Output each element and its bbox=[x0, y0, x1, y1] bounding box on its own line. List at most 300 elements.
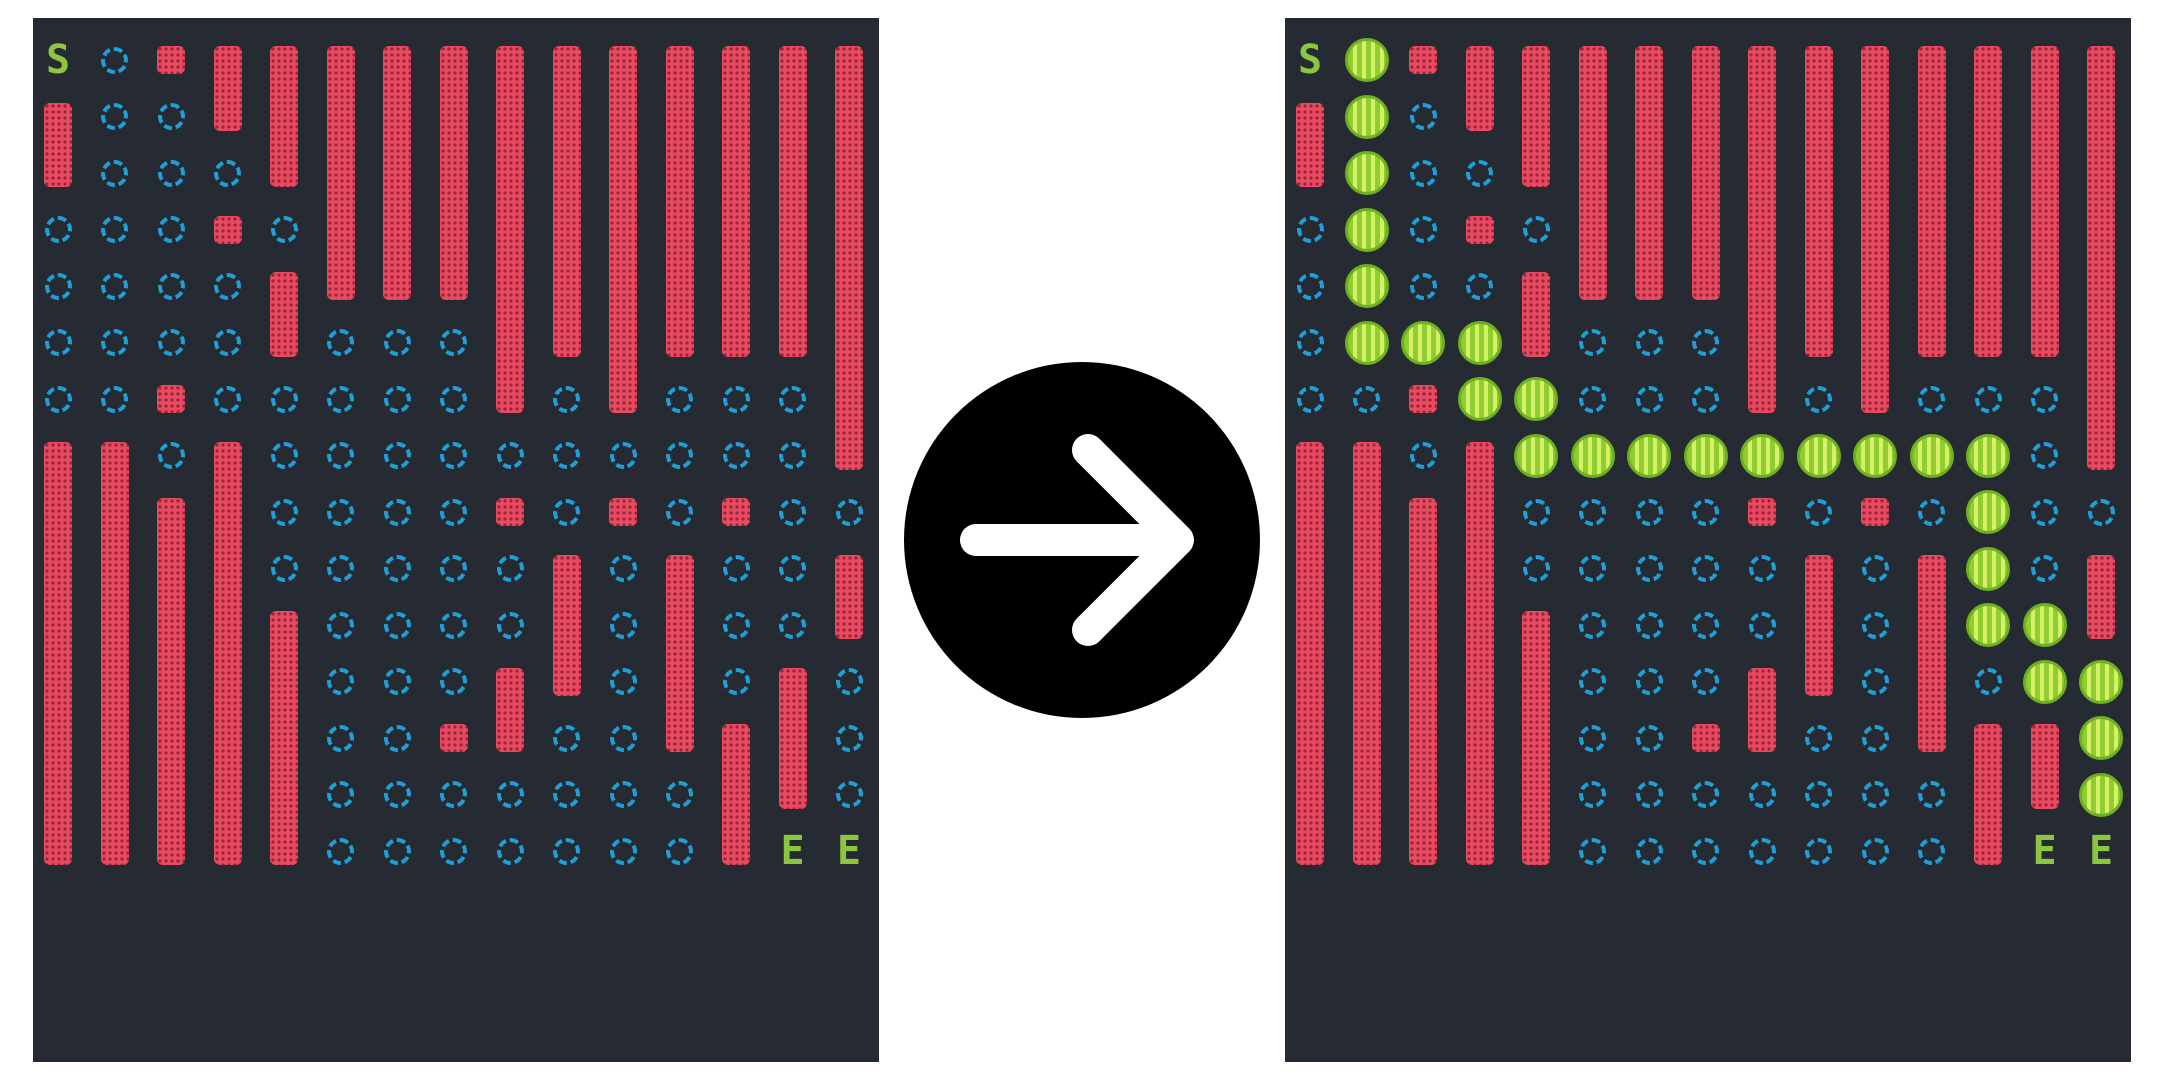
arrow-right-circle-icon bbox=[904, 362, 1260, 718]
open-cell-dot bbox=[1523, 499, 1550, 526]
open-cell-dot bbox=[327, 555, 354, 582]
open-cell-dot bbox=[553, 499, 580, 526]
maze-wall bbox=[666, 555, 694, 753]
open-cell-dot bbox=[1523, 555, 1550, 582]
open-cell-dot bbox=[497, 555, 524, 582]
maze-cell bbox=[599, 432, 647, 480]
start-marker: S bbox=[1297, 37, 1323, 83]
open-cell-dot bbox=[723, 442, 750, 469]
open-cell-dot bbox=[1636, 555, 1663, 582]
open-cell-dot bbox=[779, 612, 806, 639]
maze-wall bbox=[1466, 216, 1494, 244]
solution-path-dot bbox=[1514, 377, 1558, 421]
maze-cell bbox=[599, 714, 647, 762]
open-cell-dot bbox=[45, 386, 72, 413]
maze-cell bbox=[373, 432, 421, 480]
open-cell-dot bbox=[553, 725, 580, 752]
maze-cell bbox=[599, 601, 647, 649]
solution-path-dot bbox=[1458, 377, 1502, 421]
open-cell-dot bbox=[158, 216, 185, 243]
solution-path-dot bbox=[1966, 490, 2010, 534]
maze-cell bbox=[91, 93, 139, 141]
open-cell-dot bbox=[1410, 273, 1437, 300]
solution-path-dot bbox=[2023, 603, 2067, 647]
open-cell-dot bbox=[2031, 555, 2058, 582]
maze-wall bbox=[1409, 498, 1437, 865]
maze-cell bbox=[204, 319, 252, 367]
solution-path-dot bbox=[1966, 434, 2010, 478]
maze-cell bbox=[1795, 771, 1843, 819]
maze-wall bbox=[1918, 46, 1946, 357]
solution-path-dot bbox=[2079, 716, 2123, 760]
maze-cell bbox=[486, 771, 534, 819]
open-cell-dot bbox=[1862, 781, 1889, 808]
maze-cell bbox=[1399, 432, 1447, 480]
maze-wall bbox=[214, 216, 242, 244]
maze-cell bbox=[317, 827, 365, 875]
maze-wall bbox=[44, 103, 72, 188]
maze-cell bbox=[1964, 545, 2012, 593]
maze-cell bbox=[1738, 601, 1786, 649]
maze-cell bbox=[2077, 658, 2125, 706]
maze-cell bbox=[1625, 658, 1673, 706]
maze-wall bbox=[440, 46, 468, 300]
maze-wall bbox=[157, 46, 185, 74]
maze-cell bbox=[543, 375, 591, 423]
open-cell-dot bbox=[1297, 386, 1324, 413]
open-cell-dot bbox=[271, 386, 298, 413]
maze-cell bbox=[1399, 262, 1447, 310]
open-cell-dot bbox=[497, 838, 524, 865]
solution-path-dot bbox=[1514, 434, 1558, 478]
maze-cell bbox=[1795, 432, 1843, 480]
maze-cell bbox=[1399, 149, 1447, 197]
maze-cell bbox=[260, 432, 308, 480]
maze-cell bbox=[1625, 319, 1673, 367]
maze-wall bbox=[1748, 498, 1776, 526]
maze-cell bbox=[1851, 658, 1899, 706]
maze-wall bbox=[1748, 46, 1776, 413]
maze-cell bbox=[1399, 319, 1447, 367]
open-cell-dot bbox=[1410, 103, 1437, 130]
open-cell-dot bbox=[101, 329, 128, 356]
end-marker: E bbox=[836, 828, 862, 874]
maze-cell bbox=[204, 262, 252, 310]
maze-cell bbox=[260, 206, 308, 254]
maze-cell bbox=[769, 601, 817, 649]
maze-cell bbox=[1964, 375, 2012, 423]
maze-cell bbox=[147, 206, 195, 254]
maze-cell bbox=[1738, 771, 1786, 819]
open-cell-dot bbox=[101, 273, 128, 300]
maze-cell bbox=[1512, 375, 1560, 423]
open-cell-dot bbox=[723, 612, 750, 639]
open-cell-dot bbox=[1297, 273, 1324, 300]
maze-cell bbox=[260, 488, 308, 536]
maze-cell bbox=[91, 375, 139, 423]
maze-wall bbox=[1409, 46, 1437, 74]
open-cell-dot bbox=[45, 273, 72, 300]
maze-wall bbox=[44, 442, 72, 866]
maze-cell bbox=[1964, 488, 2012, 536]
open-cell-dot bbox=[1410, 216, 1437, 243]
maze-cell bbox=[34, 206, 82, 254]
maze-cell bbox=[1625, 545, 1673, 593]
maze-cell bbox=[825, 658, 873, 706]
open-cell-dot bbox=[440, 386, 467, 413]
maze-cell bbox=[1682, 545, 1730, 593]
maze-wall bbox=[101, 442, 129, 866]
maze-cell bbox=[1343, 319, 1391, 367]
maze-cell bbox=[656, 488, 704, 536]
open-cell-dot bbox=[101, 216, 128, 243]
solution-path-dot bbox=[1345, 95, 1389, 139]
maze-wall bbox=[722, 46, 750, 357]
maze-cell bbox=[2077, 488, 2125, 536]
solution-path-dot bbox=[2079, 773, 2123, 817]
maze-wall bbox=[270, 46, 298, 187]
maze-cell bbox=[317, 488, 365, 536]
open-cell-dot bbox=[214, 160, 241, 187]
maze-wall bbox=[214, 46, 242, 131]
maze-cell bbox=[204, 375, 252, 423]
maze-cell bbox=[1343, 149, 1391, 197]
end-marker: E bbox=[2032, 828, 2057, 874]
open-cell-dot bbox=[779, 499, 806, 526]
maze-cell bbox=[825, 714, 873, 762]
maze-cell bbox=[1682, 601, 1730, 649]
maze-wall bbox=[1805, 46, 1833, 357]
maze-cell bbox=[430, 488, 478, 536]
open-cell-dot bbox=[1692, 838, 1719, 865]
open-cell-dot bbox=[1579, 838, 1606, 865]
maze-cell bbox=[1738, 545, 1786, 593]
solution-path-dot bbox=[1345, 38, 1389, 82]
maze-cell bbox=[317, 771, 365, 819]
open-cell-dot bbox=[1975, 386, 2002, 413]
maze-cell bbox=[2021, 375, 2069, 423]
maze-wall bbox=[1748, 668, 1776, 753]
open-cell-dot bbox=[723, 668, 750, 695]
maze-cell bbox=[2021, 432, 2069, 480]
maze-cell bbox=[1908, 827, 1956, 875]
maze-cell bbox=[317, 601, 365, 649]
maze-cell bbox=[1569, 432, 1617, 480]
open-cell-dot bbox=[1579, 725, 1606, 752]
open-cell-dot bbox=[271, 442, 298, 469]
maze-cell bbox=[373, 319, 421, 367]
open-cell-dot bbox=[45, 216, 72, 243]
maze-cell bbox=[1399, 206, 1447, 254]
open-cell-dot bbox=[1636, 838, 1663, 865]
maze-cell bbox=[1625, 488, 1673, 536]
maze-wall bbox=[1296, 103, 1324, 188]
open-cell-dot bbox=[553, 442, 580, 469]
maze-cell bbox=[712, 601, 760, 649]
maze-cell bbox=[260, 375, 308, 423]
open-cell-dot bbox=[497, 781, 524, 808]
maze-cell bbox=[1851, 545, 1899, 593]
maze-cell bbox=[1343, 36, 1391, 84]
maze-cell bbox=[317, 545, 365, 593]
maze-cell bbox=[373, 601, 421, 649]
maze-cell bbox=[1682, 658, 1730, 706]
start-marker: S bbox=[45, 37, 71, 83]
open-cell-dot bbox=[327, 725, 354, 752]
open-cell-dot bbox=[440, 668, 467, 695]
maze-cell bbox=[317, 432, 365, 480]
maze-cell bbox=[373, 771, 421, 819]
open-cell-dot bbox=[779, 386, 806, 413]
open-cell-dot bbox=[1918, 781, 1945, 808]
maze-cell bbox=[430, 771, 478, 819]
maze-cell bbox=[1964, 432, 2012, 480]
solution-path-dot bbox=[1345, 208, 1389, 252]
maze-wall bbox=[1579, 46, 1607, 300]
open-cell-dot bbox=[158, 329, 185, 356]
open-cell-dot bbox=[327, 838, 354, 865]
open-cell-dot bbox=[440, 612, 467, 639]
maze-cell bbox=[2021, 658, 2069, 706]
open-cell-dot bbox=[327, 612, 354, 639]
maze-wall bbox=[779, 46, 807, 357]
open-cell-dot bbox=[1636, 781, 1663, 808]
maze-cell bbox=[1908, 375, 1956, 423]
maze-cell bbox=[656, 771, 704, 819]
maze-cell bbox=[1399, 93, 1447, 141]
open-cell-dot bbox=[384, 725, 411, 752]
open-cell-dot bbox=[610, 781, 637, 808]
maze-wall bbox=[1692, 724, 1720, 752]
maze-cell bbox=[1569, 827, 1617, 875]
maze-cell bbox=[34, 375, 82, 423]
maze-wall bbox=[609, 46, 637, 413]
maze-cell bbox=[1851, 432, 1899, 480]
open-cell-dot bbox=[1862, 725, 1889, 752]
maze-cell bbox=[599, 827, 647, 875]
solution-path-dot bbox=[1627, 434, 1671, 478]
open-cell-dot bbox=[384, 329, 411, 356]
maze-cell bbox=[430, 432, 478, 480]
open-cell-dot bbox=[101, 103, 128, 130]
maze-cell bbox=[1795, 714, 1843, 762]
maze-cell bbox=[1512, 488, 1560, 536]
open-cell-dot bbox=[553, 838, 580, 865]
maze-cell bbox=[147, 149, 195, 197]
maze-cell bbox=[486, 601, 534, 649]
maze-cell bbox=[1795, 488, 1843, 536]
open-cell-dot bbox=[1692, 612, 1719, 639]
maze-cell bbox=[825, 488, 873, 536]
maze-cell bbox=[1625, 375, 1673, 423]
maze-cell bbox=[373, 488, 421, 536]
open-cell-dot bbox=[1692, 668, 1719, 695]
open-cell-dot bbox=[497, 442, 524, 469]
open-cell-dot bbox=[440, 838, 467, 865]
maze-cell bbox=[2021, 601, 2069, 649]
maze-wall bbox=[722, 724, 750, 865]
maze-wall bbox=[1918, 555, 1946, 753]
maze-cell bbox=[1569, 488, 1617, 536]
solution-path-dot bbox=[1571, 434, 1615, 478]
maze-cell bbox=[1682, 771, 1730, 819]
end-marker: E bbox=[780, 828, 805, 874]
maze-cell bbox=[91, 206, 139, 254]
open-cell-dot bbox=[1749, 612, 1776, 639]
open-cell-dot bbox=[384, 668, 411, 695]
maze-wall bbox=[2031, 724, 2059, 809]
open-cell-dot bbox=[1692, 499, 1719, 526]
open-cell-dot bbox=[214, 273, 241, 300]
open-cell-dot bbox=[1579, 499, 1606, 526]
open-cell-dot bbox=[327, 386, 354, 413]
open-cell-dot bbox=[101, 47, 128, 74]
open-cell-dot bbox=[214, 386, 241, 413]
open-cell-dot bbox=[2088, 499, 2115, 526]
open-cell-dot bbox=[723, 386, 750, 413]
open-cell-dot bbox=[1692, 329, 1719, 356]
maze-wall bbox=[214, 442, 242, 866]
maze-cell bbox=[825, 771, 873, 819]
maze-cell bbox=[1512, 432, 1560, 480]
solution-path-dot bbox=[1345, 264, 1389, 308]
solution-path-dot bbox=[1797, 434, 1841, 478]
maze-cell bbox=[1456, 375, 1504, 423]
open-cell-dot bbox=[1918, 838, 1945, 865]
open-cell-dot bbox=[1749, 838, 1776, 865]
maze-cell bbox=[543, 488, 591, 536]
maze-wall bbox=[496, 668, 524, 753]
open-cell-dot bbox=[158, 273, 185, 300]
maze-wall bbox=[1692, 46, 1720, 300]
maze-cell bbox=[1625, 432, 1673, 480]
solution-path-dot bbox=[1966, 547, 2010, 591]
open-cell-dot bbox=[45, 329, 72, 356]
maze-wall bbox=[496, 46, 524, 413]
open-cell-dot bbox=[384, 386, 411, 413]
maze-cell bbox=[1286, 206, 1334, 254]
maze-cell bbox=[204, 149, 252, 197]
maze-wall bbox=[1409, 385, 1437, 413]
maze-cell bbox=[1851, 771, 1899, 819]
maze-cell bbox=[1512, 545, 1560, 593]
maze-cell bbox=[430, 827, 478, 875]
maze-cell bbox=[543, 432, 591, 480]
maze-cell bbox=[430, 601, 478, 649]
open-cell-dot bbox=[327, 781, 354, 808]
maze-cell bbox=[1625, 771, 1673, 819]
open-cell-dot bbox=[327, 442, 354, 469]
open-cell-dot bbox=[384, 612, 411, 639]
open-cell-dot bbox=[666, 386, 693, 413]
open-cell-dot bbox=[440, 329, 467, 356]
open-cell-dot bbox=[101, 160, 128, 187]
maze-wall bbox=[553, 46, 581, 357]
maze-wall bbox=[835, 555, 863, 640]
open-cell-dot bbox=[158, 442, 185, 469]
maze-cell bbox=[1964, 658, 2012, 706]
open-cell-dot bbox=[327, 499, 354, 526]
open-cell-dot bbox=[1579, 781, 1606, 808]
open-cell-dot bbox=[1579, 555, 1606, 582]
maze-wall bbox=[1522, 272, 1550, 357]
open-cell-dot bbox=[666, 781, 693, 808]
maze-cell bbox=[1795, 375, 1843, 423]
maze-wall bbox=[1635, 46, 1663, 300]
maze-wall bbox=[383, 46, 411, 300]
maze-cell bbox=[769, 375, 817, 423]
maze-cell bbox=[1625, 714, 1673, 762]
maze-cell bbox=[147, 432, 195, 480]
maze-cell bbox=[147, 262, 195, 310]
open-cell-dot bbox=[553, 386, 580, 413]
open-cell-dot bbox=[666, 838, 693, 865]
open-cell-dot bbox=[1805, 781, 1832, 808]
open-cell-dot bbox=[1805, 386, 1832, 413]
open-cell-dot bbox=[1749, 555, 1776, 582]
maze-wall bbox=[609, 498, 637, 526]
open-cell-dot bbox=[836, 668, 863, 695]
maze-cell bbox=[373, 714, 421, 762]
maze-cell bbox=[2077, 771, 2125, 819]
maze-cell bbox=[1569, 771, 1617, 819]
maze-cell bbox=[543, 771, 591, 819]
open-cell-dot bbox=[1579, 386, 1606, 413]
solution-path-dot bbox=[1910, 434, 1954, 478]
maze-cell bbox=[1343, 206, 1391, 254]
open-cell-dot bbox=[1579, 612, 1606, 639]
open-cell-dot bbox=[553, 781, 580, 808]
maze-cell bbox=[656, 375, 704, 423]
open-cell-dot bbox=[1805, 499, 1832, 526]
maze-wall bbox=[722, 498, 750, 526]
maze-cell bbox=[656, 432, 704, 480]
maze-cell bbox=[430, 375, 478, 423]
maze-wall bbox=[1466, 442, 1494, 866]
solution-path-dot bbox=[2023, 660, 2067, 704]
maze-wall bbox=[835, 46, 863, 470]
maze-cell bbox=[1851, 601, 1899, 649]
maze-cell bbox=[147, 93, 195, 141]
open-cell-dot bbox=[666, 499, 693, 526]
maze-cell bbox=[1851, 827, 1899, 875]
maze-cell bbox=[91, 319, 139, 367]
maze-cell bbox=[1512, 206, 1560, 254]
maze-cell bbox=[1964, 601, 2012, 649]
maze-cell bbox=[1625, 601, 1673, 649]
maze-wall bbox=[2031, 46, 2059, 357]
maze-cell bbox=[599, 771, 647, 819]
solution-path-dot bbox=[1345, 151, 1389, 195]
open-cell-dot bbox=[384, 555, 411, 582]
maze-wall bbox=[1861, 498, 1889, 526]
maze-cell bbox=[1456, 319, 1504, 367]
maze-cell bbox=[1456, 262, 1504, 310]
open-cell-dot bbox=[1862, 555, 1889, 582]
maze-wall bbox=[496, 498, 524, 526]
maze-wall bbox=[779, 668, 807, 809]
maze-cell bbox=[1682, 827, 1730, 875]
maze-cell bbox=[1908, 771, 1956, 819]
open-cell-dot bbox=[440, 499, 467, 526]
maze-wall bbox=[1974, 46, 2002, 357]
open-cell-dot bbox=[610, 838, 637, 865]
open-cell-dot bbox=[1466, 273, 1493, 300]
maze-cell bbox=[373, 375, 421, 423]
open-cell-dot bbox=[384, 442, 411, 469]
solution-path-dot bbox=[1684, 434, 1728, 478]
open-cell-dot bbox=[384, 499, 411, 526]
